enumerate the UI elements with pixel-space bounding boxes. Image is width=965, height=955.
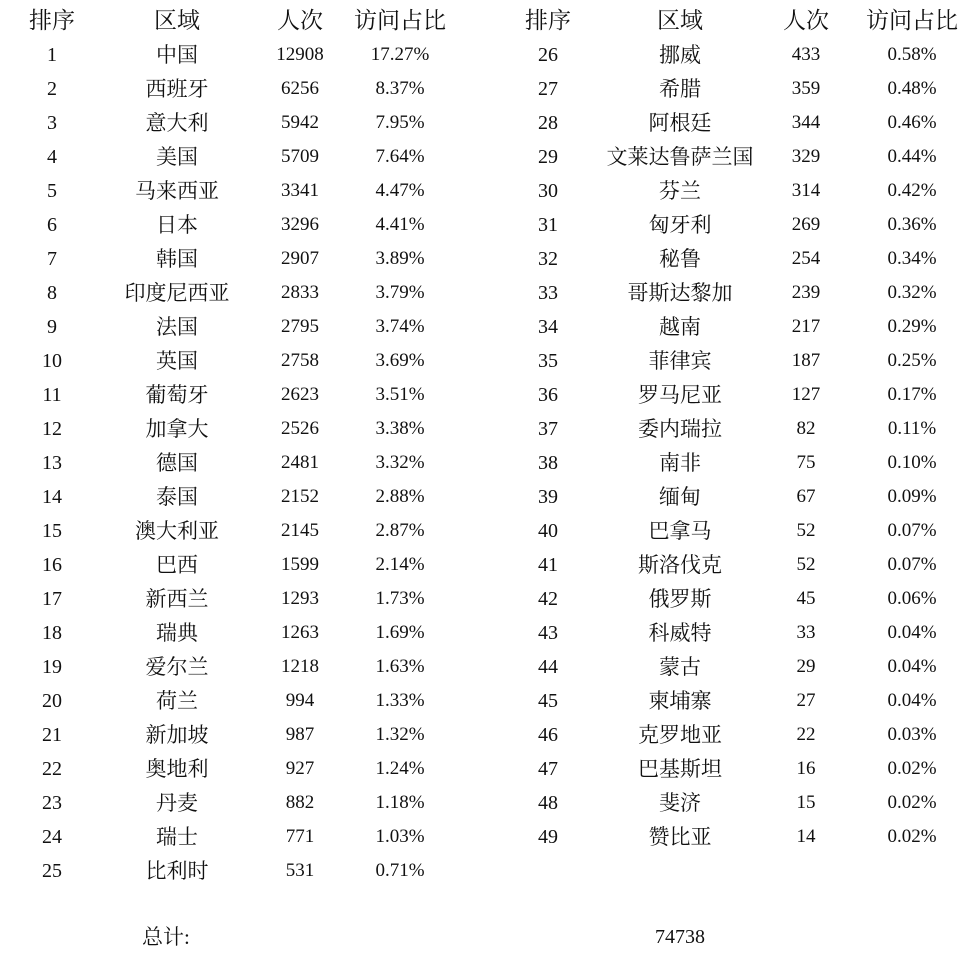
share-cell: 0.32% xyxy=(887,282,937,303)
count-cell: 15 xyxy=(796,792,816,813)
count-cell: 52 xyxy=(796,554,816,575)
rank-cell: 11 xyxy=(42,384,62,406)
rank-cell: 35 xyxy=(538,350,558,372)
region-cell: 意大利 xyxy=(145,111,209,135)
count-cell: 22 xyxy=(796,724,816,745)
share-cell: 3.79% xyxy=(375,282,425,303)
region-cell: 法国 xyxy=(156,315,198,339)
count-cell: 14 xyxy=(796,826,816,847)
share-cell: 17.27% xyxy=(370,44,430,65)
header-region: 区域 xyxy=(657,8,703,33)
share-cell: 1.18% xyxy=(375,792,425,813)
share-cell: 3.74% xyxy=(375,316,425,337)
share-cell: 0.71% xyxy=(375,860,425,881)
rank-cell: 31 xyxy=(538,214,558,236)
share-cell: 3.51% xyxy=(375,384,425,405)
share-cell: 0.29% xyxy=(887,316,937,337)
rank-cell: 13 xyxy=(42,452,62,474)
rank-cell: 8 xyxy=(47,282,57,304)
region-cell: 马来西亚 xyxy=(135,179,219,203)
region-cell: 斐济 xyxy=(659,791,701,815)
share-cell: 1.32% xyxy=(375,724,425,745)
rank-cell: 10 xyxy=(42,350,62,372)
count-cell: 2481 xyxy=(281,452,319,473)
share-cell: 0.02% xyxy=(887,826,937,847)
share-cell: 0.02% xyxy=(887,792,937,813)
count-cell: 994 xyxy=(285,690,315,711)
count-cell: 987 xyxy=(285,724,315,745)
share-cell: 7.64% xyxy=(375,146,425,167)
rank-cell: 25 xyxy=(42,860,62,882)
count-cell: 2145 xyxy=(281,520,319,541)
rank-cell: 5 xyxy=(47,180,57,202)
region-cell: 挪威 xyxy=(659,43,701,67)
total-label: 总计: xyxy=(142,925,190,949)
header-count: 人次 xyxy=(277,8,323,33)
rank-cell: 4 xyxy=(47,146,57,168)
region-cell: 美国 xyxy=(156,145,198,169)
share-cell: 1.63% xyxy=(375,656,425,677)
rank-cell: 26 xyxy=(538,44,558,66)
rank-cell: 29 xyxy=(538,146,558,168)
share-cell: 0.07% xyxy=(887,554,937,575)
header-share: 访问占比 xyxy=(354,8,446,33)
region-cell: 葡萄牙 xyxy=(145,383,209,407)
rank-cell: 2 xyxy=(47,78,57,100)
share-cell: 0.58% xyxy=(887,44,937,65)
region-cell: 澳大利亚 xyxy=(135,519,219,543)
count-cell: 1293 xyxy=(281,588,319,609)
share-cell: 1.24% xyxy=(375,758,425,779)
rank-cell: 24 xyxy=(42,826,62,848)
share-cell: 0.34% xyxy=(887,248,937,269)
share-cell: 0.48% xyxy=(887,78,937,99)
total-value: 74738 xyxy=(655,926,705,948)
count-cell: 82 xyxy=(796,418,816,439)
count-cell: 27 xyxy=(796,690,816,711)
count-cell: 314 xyxy=(791,180,821,201)
count-cell: 127 xyxy=(791,384,821,405)
region-cell: 德国 xyxy=(156,451,198,475)
region-cell: 斯洛伐克 xyxy=(638,553,722,577)
rank-cell: 30 xyxy=(538,180,558,202)
count-cell: 433 xyxy=(791,44,821,65)
region-cell: 罗马尼亚 xyxy=(638,383,722,407)
region-cell: 爱尔兰 xyxy=(145,655,209,679)
region-cell: 韩国 xyxy=(156,247,198,271)
rank-cell: 20 xyxy=(42,690,62,712)
rank-cell: 12 xyxy=(42,418,62,440)
region-cell: 印度尼西亚 xyxy=(124,281,230,305)
region-cell: 奥地利 xyxy=(145,757,209,781)
share-cell: 3.89% xyxy=(375,248,425,269)
rank-cell: 44 xyxy=(538,656,558,678)
share-cell: 0.17% xyxy=(887,384,937,405)
region-cell: 新西兰 xyxy=(145,587,209,611)
region-cell: 蒙古 xyxy=(659,655,701,679)
header-rank: 排序 xyxy=(525,8,571,33)
count-cell: 75 xyxy=(796,452,816,473)
rank-cell: 48 xyxy=(538,792,558,814)
count-cell: 531 xyxy=(285,860,315,881)
count-cell: 3296 xyxy=(281,214,319,235)
count-cell: 2758 xyxy=(281,350,319,371)
count-cell: 217 xyxy=(791,316,821,337)
region-cell: 越南 xyxy=(659,315,701,339)
count-cell: 12908 xyxy=(276,44,324,65)
rank-cell: 46 xyxy=(538,724,558,746)
share-cell: 0.10% xyxy=(887,452,937,473)
rank-cell: 36 xyxy=(538,384,558,406)
region-cell: 巴基斯坦 xyxy=(638,757,722,781)
rank-cell: 21 xyxy=(42,724,62,746)
rank-cell: 49 xyxy=(538,826,558,848)
count-cell: 359 xyxy=(791,78,821,99)
rank-cell: 9 xyxy=(47,316,57,338)
count-cell: 771 xyxy=(285,826,315,847)
count-cell: 29 xyxy=(796,656,816,677)
region-cell: 克罗地亚 xyxy=(638,723,722,747)
share-cell: 8.37% xyxy=(375,78,425,99)
region-cell: 科威特 xyxy=(648,621,712,645)
rank-cell: 17 xyxy=(42,588,62,610)
share-cell: 0.04% xyxy=(887,656,937,677)
share-cell: 2.88% xyxy=(375,486,425,507)
region-cell: 荷兰 xyxy=(156,689,198,713)
rank-cell: 41 xyxy=(538,554,558,576)
share-cell: 1.69% xyxy=(375,622,425,643)
rank-cell: 18 xyxy=(42,622,62,644)
share-cell: 0.04% xyxy=(887,622,937,643)
share-cell: 0.07% xyxy=(887,520,937,541)
header-region: 区域 xyxy=(154,8,200,33)
share-cell: 4.41% xyxy=(375,214,425,235)
region-cell: 缅甸 xyxy=(659,485,701,509)
share-cell: 0.09% xyxy=(887,486,937,507)
count-cell: 269 xyxy=(791,214,821,235)
region-cell: 阿根廷 xyxy=(648,111,712,135)
region-cell: 加拿大 xyxy=(145,417,209,441)
count-cell: 67 xyxy=(796,486,816,507)
count-cell: 2907 xyxy=(281,248,319,269)
region-cell: 西班牙 xyxy=(145,77,209,101)
share-cell: 3.69% xyxy=(375,350,425,371)
rank-cell: 32 xyxy=(538,248,558,270)
share-cell: 0.44% xyxy=(887,146,937,167)
rank-cell: 40 xyxy=(538,520,558,542)
rank-cell: 45 xyxy=(538,690,558,712)
region-cell: 瑞典 xyxy=(156,621,198,645)
rank-cell: 43 xyxy=(538,622,558,644)
rank-cell: 14 xyxy=(42,486,62,508)
count-cell: 1263 xyxy=(281,622,319,643)
rank-cell: 15 xyxy=(42,520,62,542)
region-cell: 丹麦 xyxy=(156,791,198,815)
rank-cell: 27 xyxy=(538,78,558,100)
rank-cell: 19 xyxy=(42,656,62,678)
count-cell: 1599 xyxy=(281,554,319,575)
region-cell: 文莱达鲁萨兰国 xyxy=(606,145,754,169)
count-cell: 1218 xyxy=(281,656,319,677)
region-cell: 柬埔寨 xyxy=(648,689,712,713)
count-cell: 344 xyxy=(791,112,821,133)
count-cell: 2623 xyxy=(281,384,319,405)
header-share: 访问占比 xyxy=(866,8,958,33)
region-cell: 新加坡 xyxy=(145,723,209,747)
count-cell: 6256 xyxy=(281,78,319,99)
share-cell: 7.95% xyxy=(375,112,425,133)
count-cell: 33 xyxy=(796,622,816,643)
count-cell: 187 xyxy=(791,350,821,371)
share-cell: 4.47% xyxy=(375,180,425,201)
region-cell: 希腊 xyxy=(659,77,701,101)
share-cell: 0.06% xyxy=(887,588,937,609)
share-cell: 2.87% xyxy=(375,520,425,541)
rank-cell: 34 xyxy=(538,316,558,338)
header-rank: 排序 xyxy=(29,8,75,33)
count-cell: 239 xyxy=(791,282,821,303)
count-cell: 45 xyxy=(796,588,816,609)
count-cell: 5942 xyxy=(281,112,319,133)
count-cell: 2526 xyxy=(281,418,319,439)
share-cell: 0.03% xyxy=(887,724,937,745)
rank-cell: 1 xyxy=(47,44,57,66)
rank-cell: 42 xyxy=(538,588,558,610)
share-cell: 2.14% xyxy=(375,554,425,575)
rank-cell: 37 xyxy=(538,418,558,440)
rank-cell: 39 xyxy=(538,486,558,508)
region-cell: 南非 xyxy=(659,451,701,475)
region-cell: 比利时 xyxy=(145,859,209,883)
region-cell: 日本 xyxy=(156,213,198,237)
share-cell: 0.11% xyxy=(887,418,937,439)
region-cell: 巴拿马 xyxy=(648,519,712,543)
region-cell: 中国 xyxy=(156,43,198,67)
share-cell: 3.32% xyxy=(375,452,425,473)
region-cell: 菲律宾 xyxy=(648,349,712,373)
region-cell: 委内瑞拉 xyxy=(638,417,722,441)
rank-cell: 16 xyxy=(42,554,62,576)
rank-cell: 22 xyxy=(42,758,62,780)
rank-cell: 33 xyxy=(538,282,558,304)
rank-cell: 6 xyxy=(47,214,57,236)
rank-cell: 7 xyxy=(47,248,57,270)
share-cell: 3.38% xyxy=(375,418,425,439)
rank-cell: 47 xyxy=(538,758,558,780)
count-cell: 3341 xyxy=(281,180,319,201)
count-cell: 52 xyxy=(796,520,816,541)
region-cell: 秘鲁 xyxy=(659,247,701,271)
count-cell: 2795 xyxy=(281,316,319,337)
count-cell: 2152 xyxy=(281,486,319,507)
count-cell: 254 xyxy=(791,248,821,269)
share-cell: 1.33% xyxy=(375,690,425,711)
share-cell: 0.46% xyxy=(887,112,937,133)
count-cell: 927 xyxy=(285,758,315,779)
region-cell: 英国 xyxy=(156,349,198,373)
count-cell: 16 xyxy=(796,758,816,779)
rank-cell: 38 xyxy=(538,452,558,474)
region-cell: 泰国 xyxy=(156,485,198,509)
count-cell: 2833 xyxy=(281,282,319,303)
share-cell: 1.73% xyxy=(375,588,425,609)
share-cell: 0.42% xyxy=(887,180,937,201)
region-cell: 瑞士 xyxy=(156,825,198,849)
header-count: 人次 xyxy=(783,8,829,33)
rank-cell: 3 xyxy=(47,112,57,134)
region-cell: 巴西 xyxy=(156,553,198,577)
region-cell: 哥斯达黎加 xyxy=(627,281,733,305)
share-cell: 0.04% xyxy=(887,690,937,711)
region-cell: 赞比亚 xyxy=(648,825,712,849)
share-cell: 0.02% xyxy=(887,758,937,779)
rank-cell: 23 xyxy=(42,792,62,814)
count-cell: 5709 xyxy=(281,146,319,167)
rank-cell: 28 xyxy=(538,112,558,134)
region-cell: 俄罗斯 xyxy=(648,587,712,611)
region-cell: 芬兰 xyxy=(659,179,701,203)
share-cell: 1.03% xyxy=(375,826,425,847)
share-cell: 0.25% xyxy=(887,350,937,371)
share-cell: 0.36% xyxy=(887,214,937,235)
count-cell: 882 xyxy=(285,792,315,813)
count-cell: 329 xyxy=(791,146,821,167)
region-cell: 匈牙利 xyxy=(648,213,712,237)
